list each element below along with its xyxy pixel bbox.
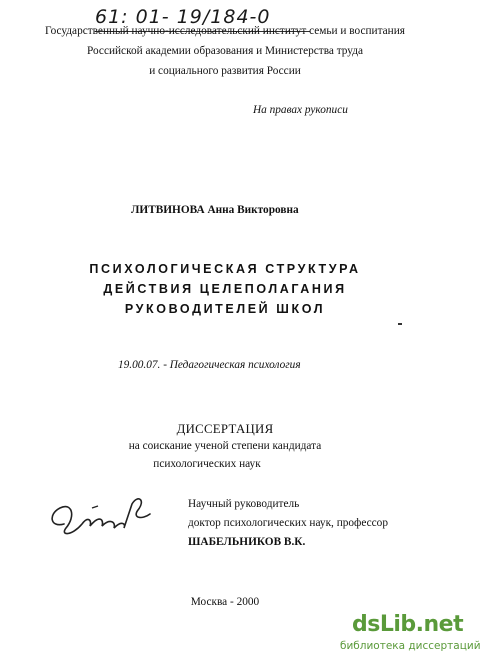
institution-line-3: и социального развития России [149, 65, 301, 77]
dslib-tagline: библиотека диссертаций [340, 640, 481, 652]
purpose-line-2: психологических наук [153, 458, 261, 470]
dslib-logo-text: dsLib.net [352, 612, 464, 637]
manuscript-rights: На правах рукописи [253, 104, 348, 116]
document-type: ДИССЕРТАЦИЯ [176, 422, 274, 436]
archive-stamp: 61: 01- 19/184-0 [95, 6, 271, 28]
institution-line-1: Государственный научно-исследовательский институт семьи и воспитания [45, 25, 405, 37]
author-name: ЛИТВИНОВА Анна Викторовна [131, 204, 299, 216]
institution-line-2: Российской академии образования и Министерства труда [87, 45, 363, 57]
supervisor-degree: доктор психологических наук, профессор [188, 517, 388, 529]
title-line-2: ДЕЙСТВИЯ ЦЕЛЕПОЛАГАНИЯ [103, 282, 347, 296]
specialty: 19.00.07. - Педагогическая психология [118, 359, 301, 371]
dslib-watermark[interactable] [340, 612, 481, 652]
supervisor-name: ШАБЕЛЬНИКОВ В.К. [188, 536, 306, 548]
signature-icon [42, 484, 162, 546]
scan-speck [398, 323, 402, 325]
purpose-line-1: на соискание ученой степени кандидата [128, 440, 322, 452]
title-line-3: РУКОВОДИТЕЛЕЙ ШКОЛ [124, 302, 326, 316]
supervisor-label: Научный руководитель [188, 498, 300, 510]
city-year: Москва - 2000 [190, 596, 260, 608]
title-line-1: ПСИХОЛОГИЧЕСКАЯ СТРУКТУРА [89, 262, 361, 276]
